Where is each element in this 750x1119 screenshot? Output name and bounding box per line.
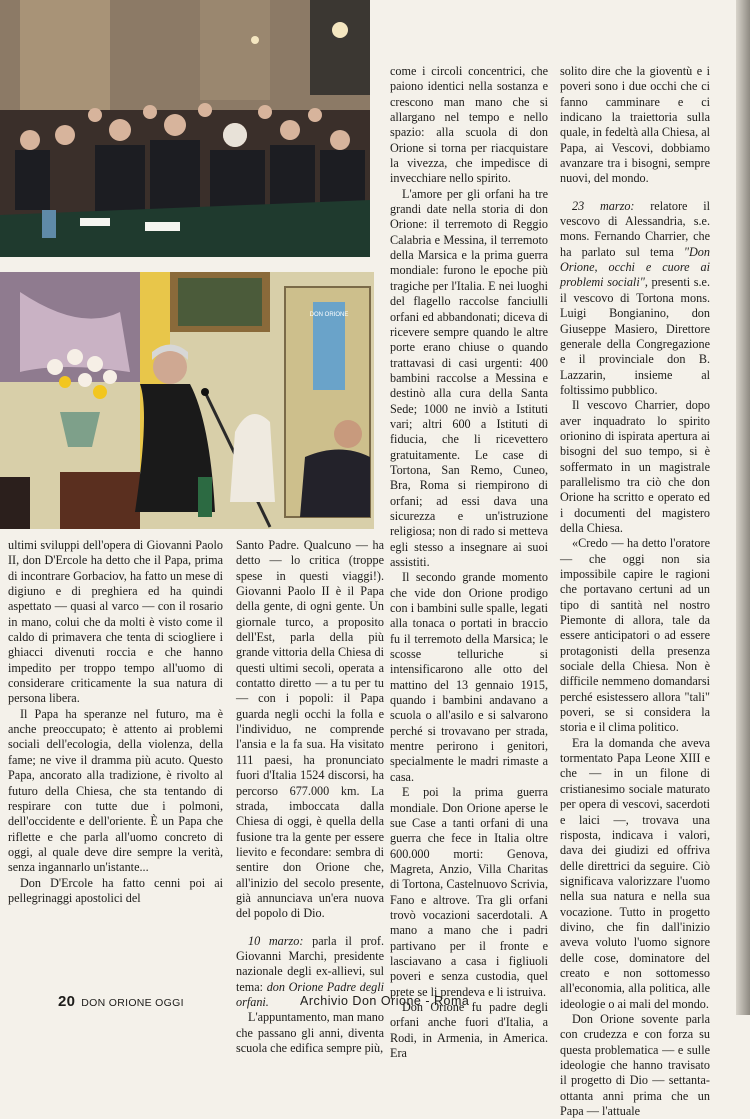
paragraph: Era la domanda che aveva tormentato Papa Leone XIII e che — in un filone di cristianesimo sociale maturato per opera di vescovi, sacerdoti e laici —, trovava una risposta, indicava i valori, dava dei giudizi ed offriva delle direttrici da seguire. Ciò significava valorizzare l'uomo nella sua natura e nella sua vocazione. Tutto in progetto divino, che fin dall'inizio aveva voluto l'uomo signore delle cose, dominatore del creato e non sottomesso all'economia, alla politica, alle ideologie o ai mali del mondo.	[560, 735, 710, 1011]
paragraph-text: relatore il vescovo di Alessandria, s.e. mons. Fernando Charrier, che ha parlato sul tema	[560, 198, 710, 259]
paragraph: «Credo — ha detto l'oratore — che oggi non sia impossibile capire le ragioni che portavano certuni ad un tipo di santità nel nostro Piemonte di allora, tale da essere anticipatori o ad essere protagonisti della presenza sociale della Chiesa. Non è difficile nemmeno domandarsi perché esistessero allora "tali" poveri, se si considera la storia e il clima politico.	[560, 536, 710, 735]
paragraph: Il vescovo Charrier, dopo aver inquadrato lo spirito orionino di ispirata apertura ai bisogni del suo tempo, si è soffermato in un magistrale parallelismo tra ciò che don Orione ha scritto e operato ed i documenti del magistero della Chiesa.	[560, 398, 710, 535]
paragraph: Il Papa ha speranze nel futuro, ma è anche preoccupato; è attento ai problemi sociali dell'ecologia, della violenza, della fame; ne vive il dramma più acuto. Questo Papa, ancorato alla tradizione, è rivolto al futuro della Chiesa, che sta tentando di respirare con tutte due i polmoni, dell'occidente e dell'oriente. È un Papa che riflette e che parla all'uomo concreto di oggi, al quale deve dire sempre la verità, senza ingannarlo un'istante...	[8, 706, 223, 875]
paragraph	[560, 199, 710, 398]
date-label: 23 marzo:	[572, 198, 635, 213]
paragraph: ultimi sviluppi dell'opera di Giovanni Paolo II, don D'Ercole ha detto che il Papa, prima di incontrare Gorbaciov, ha fatto un mese di digiuno e di preghiera ed ha quindi aspettato — quasi al varco — con il rosario in mano, colui che da molti è visto come il caldo di primavera che tenta di sciogliere i ghiacci divenuti roccia e che hanno impedito per troppo tempo all'uomo di considerare criticamente la sua natura di persona libera.	[8, 538, 223, 706]
paragraph: Don D'Ercole ha fatto cenni poi ai pellegrinaggi apostolici del	[8, 875, 223, 905]
paragraph: come i circoli concentrici, che paiono identici nella sostanza e crescono man mano che si allargano nel tempo e nello spazio: alla scuola di don Orione si torna per riacquistare la vivezza, che impedisce di invecchiare nello spirito.	[390, 64, 548, 186]
magazine-name: DON ORIONE OGGI	[81, 997, 184, 1009]
paragraph: solito dire che la gioventù e i poveri sono i due occhi che ci fanno camminare e ci indicano la traiettoria sulla quale, in fedeltà alla Chiesa, al Papa, ai Vescovi, dobbiamo avanzare tra i bisogni, sempre nuovi, del mondo.	[560, 64, 710, 186]
archive-watermark: Archivio Don Orione - Roma	[300, 994, 470, 1008]
date-label: 10 marzo:	[248, 933, 304, 948]
speaker-photo	[0, 272, 374, 529]
paragraph: Il secondo grande momento che vide don Orione prodigo con i bambini sulle spalle, legati alla tonaca o portati in braccio fu il terremoto della Marsica; le scosse telluriche si intensificarono alle otto del mattino del 13 gennaio 1915, quando i bambini andavano a scuola o all'asilo e si salvarono perché si trovavano per strada, mentre perirono i genitori, specialmente le madri rimaste a casa.	[390, 570, 548, 784]
paragraph: L'appuntamento, man mano che passano gli anni, diventa scuola che edifica sempre più,	[236, 1010, 384, 1055]
paragraph-text: parla il prof. Giovanni Marchi, presidente nazionale degli ex-allievi, sul tema:	[236, 933, 384, 994]
article-column-4	[560, 64, 710, 1119]
page-number: 20	[58, 993, 76, 1010]
paragraph-text: , presenti s.e. il vescovo di Tortona mons. Luigi Bongianino, don Giuseppe Masiero, Direttore generale della Congregazione e il provinciale don B. Lazzarin, insieme al foltissimo pubblico.	[560, 275, 711, 397]
talk-title: don Orione Padre degli orfani.	[236, 979, 385, 1009]
talk-title: "Don Orione, occhi e cuore ai problemi sociali"	[560, 244, 710, 290]
article-column-1	[8, 538, 223, 906]
page-edge-shadow	[736, 0, 750, 1015]
page-footer	[58, 993, 184, 1010]
paragraph: Don Orione sovente parla con crudezza e con forza su questa problematica — e sulle ideologie che hanno travisato il progetto di Dio — settanta-ottanta anni prima che un Papa — l'attuale	[560, 1011, 710, 1119]
paragraph: Santo Padre. Qualcuno — ha detto — lo critica (troppe spese in questi viaggi!). Giovanni Paolo II è il Papa della gente, di ogni gente. Un giornale turco, a proposito dell'Est, parla della più grande vittoria della Chiesa di questi ultimi secoli, operata a contatto diretto — a tu per tu — con i popoli: il Papa guarda negli occhi la folla e l'individuo, ne comprende l'ansia e la fa sua. Ha visitato 111 paesi, ha pronunciato fuori d'Italia 1524 discorsi, ha percorso 677.000 km. La strada, imboccata dalla Chiesa di oggi, è quella della fusione tra la gente per essere lievito e fecondare: sembra di sentire don Orione che, all'inizio del secolo presente, già annunciava un'era nuova del popolo di Dio.	[236, 538, 384, 921]
paragraph: E poi la prima guerra mondiale. Don Orione aperse le sue Case a tanti orfani di una guerra che fece in Italia oltre 600.000 morti: Genova, Magreta, Anzio, Villa Charitas di Tortona, Castelnuovo Scrivia, Fano e altrove. Tra gli orfani trovò vocazioni sacerdotali. A mano a mano che i padri partivano per il fronte e lasciavano a casa i figliuoli poveri e senza custodia, quel prete se li prendeva e li istruiva.	[390, 785, 548, 999]
article-column-2	[236, 538, 384, 1056]
audience-photo	[0, 0, 370, 257]
poster-title: DON ORIONE	[309, 312, 349, 318]
paragraph: L'amore per gli orfani ha tre grandi date nella storia di don Orione: il terremoto di Reggio Calabria e Messina, il terremoto della Marsica e la prima guerra mondiale: furono le epoche più tragiche per l'Italia. E nei luoghi del flagello raccolse fanciulli orfani ed abbandonati; diceva di ricevere sempre quando le altre porte erano chiuse o quando trattavasi di casi urgenti: 400 bambini raccolse a Messina e destinò alla cura della Santa Sede; 1000 ne inviò a Istituti vari; altri 600 a Istituti di fiducia, che li ricevettero gratuitamente. Le case di Tortona, San Remo, Cuneo, Bra, Roma si riempirono di orfani; ad essi dava una sicurezza e un'istruzione religiosa; non di rado si metteva egli stesso a insegnare ai suoi assistiti.	[390, 186, 548, 569]
paragraph: Don Orione fu padre degli orfani anche fuori d'Italia, a Rodi, in Armenia, in America. Era	[390, 999, 548, 1060]
article-column-3	[390, 64, 548, 1061]
